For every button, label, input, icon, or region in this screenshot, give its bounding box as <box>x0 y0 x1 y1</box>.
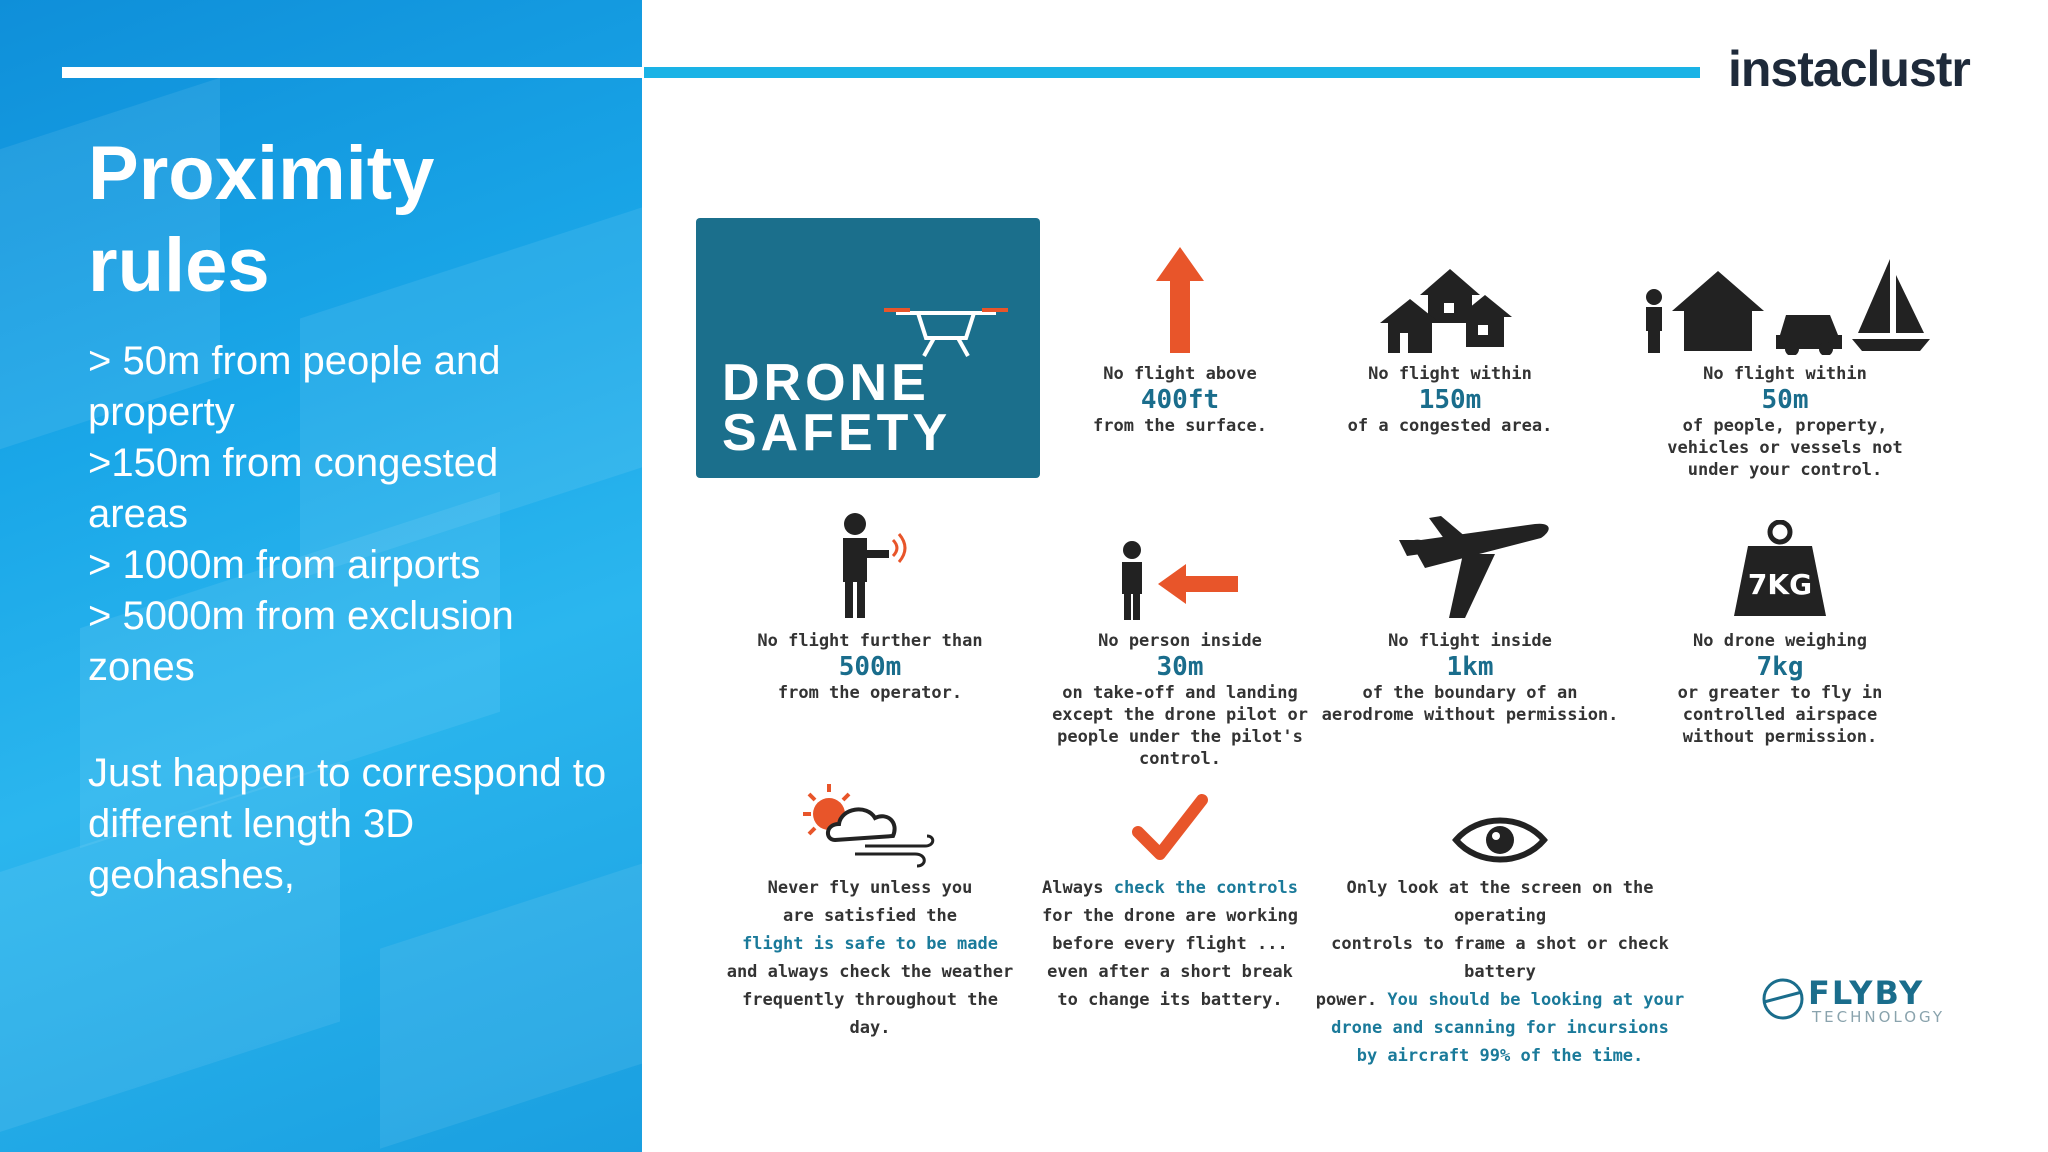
rule-takeoff-landing <box>1030 540 1330 770</box>
weight-icon <box>1730 520 1830 620</box>
bullet-item: >150m from congested areas <box>88 441 499 536</box>
tip-line-part: You should be looking at your <box>1387 990 1685 1010</box>
rule-detail: from the surface. <box>1093 416 1267 436</box>
tip-weather <box>720 780 1020 1042</box>
rule-detail: of a congested area. <box>1347 416 1553 436</box>
rule-congested-area <box>1330 245 1570 437</box>
slide-note: Just happen to correspond to different length 3D geohashes, <box>88 751 607 897</box>
rule-value: 7kg <box>1756 652 1804 682</box>
tip-line: Never fly unless you <box>767 878 973 898</box>
tip-line: even after a short break <box>1047 962 1293 982</box>
rule-detail: or greater to fly in controlled airspace without permission. <box>1677 683 1883 747</box>
tip-line: and always check the weather <box>726 962 1014 982</box>
drone-safety-title-box <box>696 218 1040 478</box>
checkmark-icon <box>1130 790 1210 870</box>
rule-value: 150m <box>1418 385 1482 415</box>
bullet-item: > 1000m from airports <box>88 543 481 587</box>
bullet-item: > 5000m from exclusion zones <box>88 594 514 689</box>
sun-cloud-wind-icon <box>795 780 945 870</box>
rule-label: No flight inside <box>1388 631 1552 651</box>
tip-line: drone and scanning for incursions <box>1331 1018 1669 1038</box>
rule-aerodrome <box>1320 510 1620 726</box>
bullet-list <box>88 336 608 693</box>
rule-detail: on take-off and landing except the drone pilot or people under the pilot's control. <box>1052 683 1308 769</box>
person-arrow-icon <box>1110 540 1250 620</box>
rule-altitude <box>1060 245 1300 437</box>
airplane-icon <box>1385 510 1555 620</box>
flyby-globe-icon <box>1760 976 1806 1022</box>
rule-people-property <box>1640 245 1930 481</box>
tip-line-part: power. <box>1315 990 1378 1010</box>
tip-line: before every flight ... <box>1052 934 1288 954</box>
tip-line: flight is safe to be made <box>742 934 998 954</box>
weight-icon-label: 7KG <box>1747 568 1813 601</box>
operator-icon <box>825 510 915 620</box>
tip-line: by aircraft 99% of the time. <box>1356 1046 1644 1066</box>
rule-weight <box>1650 520 1910 748</box>
rule-operator-distance <box>750 510 990 704</box>
tip-line: Only look at the screen on the operating <box>1346 878 1654 926</box>
instaclustr-logo: instaclustr <box>1728 41 1970 97</box>
tip-screen <box>1310 810 1690 1070</box>
rule-label: No drone weighing <box>1693 631 1867 651</box>
flyby-name: FLYBY <box>1808 974 1925 1012</box>
person-house-car-boat-icon <box>1640 245 1930 355</box>
rule-label: No flight within <box>1368 364 1532 384</box>
top-rule-left <box>62 67 642 78</box>
tip-line: for the drone are working <box>1042 906 1298 926</box>
rule-value: 400ft <box>1140 385 1220 415</box>
tip-line-part: check the controls <box>1113 878 1298 898</box>
rule-value: 1km <box>1446 652 1494 682</box>
up-arrow-icon <box>1150 245 1210 355</box>
rule-detail: of people, property, vehicles or vessels not under your control. <box>1667 416 1903 480</box>
flyby-subtitle: TECHNOLOGY <box>1812 1008 1946 1026</box>
rule-label: No flight above <box>1103 364 1257 384</box>
drone-icon <box>696 218 1040 358</box>
rule-label: No flight within <box>1703 364 1867 384</box>
tip-controls <box>1030 790 1310 1014</box>
slide-title: Proximity rules <box>88 131 435 308</box>
tip-line: to change its battery. <box>1057 990 1283 1010</box>
bullet-item: > 50m from people and property <box>88 339 501 434</box>
left-panel <box>0 0 642 1152</box>
rule-value: 50m <box>1761 385 1809 415</box>
flyby-logo <box>1760 970 1980 1030</box>
rule-value: 30m <box>1156 652 1204 682</box>
heading-line: SAFETY <box>722 404 952 462</box>
heading-line: DRONE <box>722 354 930 412</box>
rule-value: 500m <box>838 652 902 682</box>
eye-icon <box>1450 810 1550 870</box>
drone-safety-heading <box>722 354 952 462</box>
rule-label: No person inside <box>1098 631 1262 651</box>
tip-line: are satisfied the <box>783 906 957 926</box>
houses-icon <box>1380 245 1520 355</box>
tip-line <box>1030 874 1310 902</box>
top-rule-right <box>644 67 1700 78</box>
rule-detail: from the operator. <box>777 683 963 703</box>
rule-detail: of the boundary of an aerodrome without permission. <box>1321 683 1619 725</box>
tip-line: controls to frame a shot or check battery <box>1331 934 1669 982</box>
tip-line: frequently throughout the day. <box>742 990 998 1038</box>
tip-line <box>1310 986 1690 1014</box>
drone-safety-infographic <box>690 210 2000 1066</box>
tip-line-part: Always <box>1042 878 1104 898</box>
rule-label: No flight further than <box>757 631 983 651</box>
